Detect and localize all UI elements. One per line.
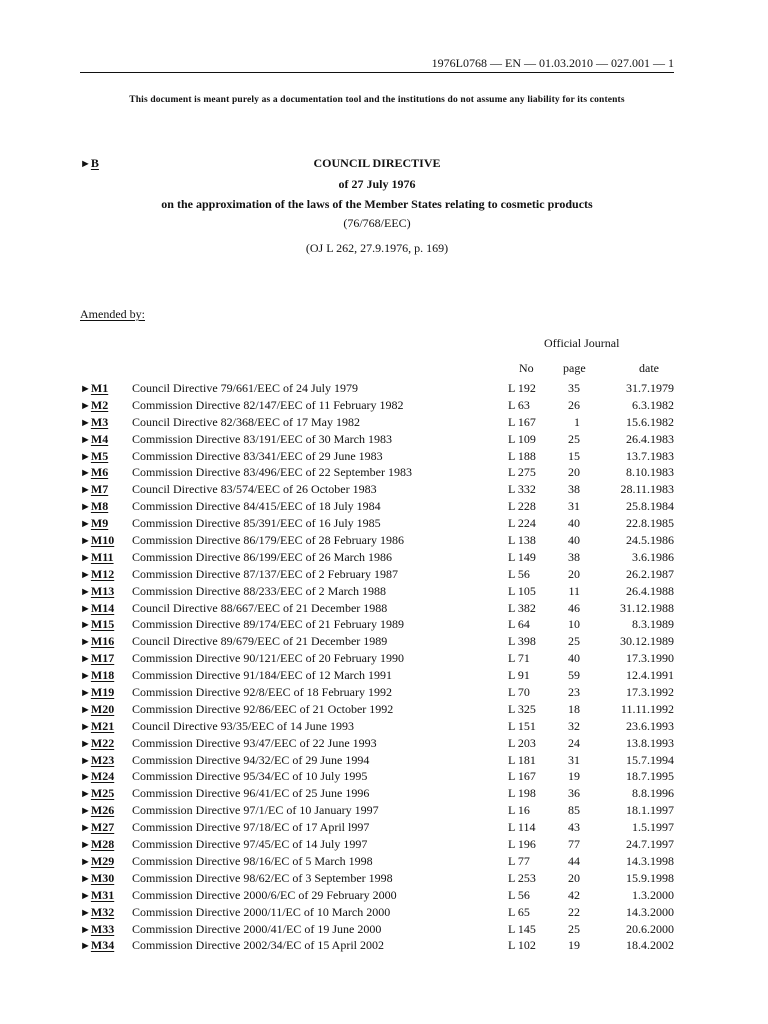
amendment-description: Commission Directive 93/47/EEC of 22 June 1993 [132, 735, 377, 750]
oj-page: 44 [568, 853, 580, 868]
arrow-right-icon: ► [80, 484, 91, 497]
document-reference: 1976L0768 — EN — 01.03.2010 — 027.001 — 1 [431, 56, 674, 70]
amendment-code-link[interactable]: M11 [90, 549, 114, 564]
oj-page: 19 [568, 938, 580, 953]
amendment-marker[interactable] [80, 819, 114, 837]
amendment-marker[interactable] [80, 802, 114, 820]
amendment-code-link[interactable]: M5 [90, 448, 109, 463]
table-row [0, 464, 768, 481]
oj-number: L 71 [508, 651, 530, 666]
amendment-marker[interactable] [80, 667, 114, 685]
table-row [0, 887, 768, 904]
oj-date: 20.6.2000 [626, 921, 674, 936]
oj-date: 24.7.1997 [626, 837, 674, 852]
table-row [0, 650, 768, 667]
amendment-marker[interactable] [80, 481, 108, 499]
table-row [0, 566, 768, 583]
table-row [0, 431, 768, 448]
amendment-description: Council Directive 93/35/EEC of 14 June 1993 [132, 718, 354, 733]
oj-page: 59 [568, 668, 580, 683]
amendment-description: Council Directive 88/667/EEC of 21 December 1988 [132, 600, 388, 615]
oj-number: L 64 [508, 617, 530, 632]
oj-page: 20 [568, 465, 580, 480]
oj-number: L 228 [508, 499, 536, 514]
arrow-right-icon: ► [80, 416, 91, 429]
arrow-right-icon: ► [80, 889, 91, 902]
directive-subject: on the approximation of the laws of the Member States relating to cosmetic products [161, 197, 593, 211]
amendment-description: Commission Directive 2000/6/EC of 29 February 2000 [132, 887, 397, 902]
arrow-right-icon: ► [80, 518, 91, 531]
oj-number: L 167 [508, 414, 536, 429]
amendment-marker[interactable] [80, 532, 114, 550]
oj-number: L 109 [508, 431, 536, 446]
oj-page: 1 [574, 414, 580, 429]
table-row [0, 414, 768, 431]
amendment-description: Council Directive 82/368/EEC of 17 May 1982 [132, 414, 360, 429]
oj-page: 22 [568, 904, 580, 919]
oj-number: L 382 [508, 600, 536, 615]
amendment-code-link[interactable]: M7 [90, 482, 109, 497]
oj-date: 26.4.1983 [626, 431, 674, 446]
oj-date: 1.3.2000 [632, 887, 674, 902]
oj-date: 18.1.1997 [626, 803, 674, 818]
oj-number: L 224 [508, 516, 536, 531]
amendment-code-link[interactable]: M15 [90, 617, 115, 632]
amendment-description: Commission Directive 2000/11/EC of 10 March 2000 [132, 904, 391, 919]
amendment-code-link[interactable]: M26 [90, 803, 115, 818]
amendment-marker[interactable] [80, 583, 114, 601]
oj-page: 40 [568, 533, 580, 548]
amendment-description: Council Directive 79/661/EEC of 24 July 1979 [132, 381, 358, 395]
amendment-marker[interactable] [80, 870, 114, 888]
oj-number: L 114 [508, 820, 536, 835]
oj-date: 22.8.1985 [626, 516, 674, 531]
header-divider [80, 72, 674, 73]
oj-number: L 192 [508, 381, 536, 395]
base-act-link[interactable]: B [90, 156, 99, 170]
amendment-description: Commission Directive 90/121/EEC of 20 February 1990 [132, 651, 404, 666]
oj-date: 1.5.1997 [632, 820, 674, 835]
oj-page: 32 [568, 718, 580, 733]
amendment-marker[interactable] [80, 785, 114, 803]
arrow-right-icon: ► [80, 653, 91, 666]
arrow-right-icon: ► [80, 433, 91, 446]
arrow-right-icon: ► [80, 703, 91, 716]
amendment-description: Commission Directive 98/16/EC of 5 March 1998 [132, 853, 373, 868]
amendment-description: Commission Directive 86/199/EEC of 26 March 1986 [132, 549, 392, 564]
table-row [0, 515, 768, 532]
amendment-code-link[interactable]: M32 [90, 904, 115, 919]
oj-date: 18.7.1995 [626, 769, 674, 784]
oj-page: 42 [568, 887, 580, 902]
oj-page: 19 [568, 769, 580, 784]
amendment-description: Commission Directive 92/8/EEC of 18 February 1992 [132, 685, 392, 700]
oj-number: L 196 [508, 837, 536, 852]
oj-date: 8.10.1983 [626, 465, 674, 480]
amendment-code-link[interactable]: M4 [90, 431, 109, 446]
arrow-right-icon: ► [80, 771, 91, 784]
oj-date: 31.12.1988 [620, 600, 674, 615]
amendment-code-link[interactable]: M28 [90, 837, 115, 852]
oj-date: 17.3.1992 [626, 685, 674, 700]
oj-page: 23 [568, 685, 580, 700]
amendment-marker[interactable] [80, 752, 114, 770]
oj-number: L 188 [508, 448, 536, 463]
amendment-marker[interactable] [80, 735, 114, 753]
oj-date: 24.5.1986 [626, 533, 674, 548]
oj-date: 6.3.1982 [632, 397, 674, 412]
amendment-description: Commission Directive 97/1/EC of 10 January 1997 [132, 803, 379, 818]
oj-number: L 167 [508, 769, 536, 784]
table-row [0, 853, 768, 870]
table-row [0, 921, 768, 938]
arrow-right-icon: ► [80, 450, 91, 463]
arrow-right-icon: ► [80, 839, 91, 852]
amendment-marker[interactable] [80, 921, 114, 939]
oj-number: L 105 [508, 583, 536, 598]
arrow-right-icon: ► [80, 602, 91, 615]
oj-page: 26 [568, 397, 580, 412]
amendment-description: Commission Directive 94/32/EC of 29 June 1994 [132, 752, 370, 767]
oj-page: 15 [568, 448, 580, 463]
table-row [0, 633, 768, 650]
oj-date: 13.7.1983 [626, 448, 674, 463]
amendment-description: Commission Directive 91/184/EEC of 12 March 1991 [132, 668, 392, 683]
arrow-right-icon: ► [80, 636, 91, 649]
amendment-marker[interactable] [80, 397, 108, 415]
amendment-description: Commission Directive 2000/41/EC of 19 June 2000 [132, 921, 382, 936]
oj-date: 26.2.1987 [626, 566, 674, 581]
arrow-right-icon: ► [80, 872, 91, 885]
directive-number: (76/768/EEC) [343, 216, 411, 230]
oj-page: 38 [568, 482, 580, 497]
amendment-marker[interactable] [80, 616, 114, 634]
amendment-code-link[interactable]: M31 [90, 887, 115, 902]
oj-number: L 145 [508, 921, 536, 936]
table-row [0, 785, 768, 802]
amendment-code-link[interactable]: M10 [90, 533, 115, 548]
arrow-right-icon: ► [80, 535, 91, 548]
arrow-right-icon: ► [80, 720, 91, 733]
oj-date: 11.11.1992 [620, 701, 674, 716]
arrow-right-icon: ► [80, 399, 91, 412]
disclaimer: This document is meant purely as a documentation tool and the institutions do not assume any liability for its contents [129, 95, 625, 105]
oj-date: 3.6.1986 [632, 549, 674, 564]
oj-date: 14.3.2000 [626, 904, 674, 919]
amendment-code-link[interactable]: M12 [90, 566, 115, 581]
amendment-code-link[interactable]: M14 [90, 600, 115, 615]
amendment-marker[interactable] [80, 431, 108, 449]
table-row [0, 836, 768, 853]
amendment-marker[interactable] [80, 650, 114, 668]
amendment-marker[interactable] [80, 633, 114, 651]
column-header-page: page [563, 361, 586, 375]
amendment-description: Commission Directive 92/86/EEC of 21 October 1992 [132, 701, 394, 716]
amendment-code-link[interactable]: M17 [90, 651, 115, 666]
arrow-right-icon: ► [80, 670, 91, 683]
amendment-code-link[interactable]: M13 [90, 583, 115, 598]
oj-page: 31 [568, 752, 580, 767]
amendment-description: Commission Directive 98/62/EC of 3 September 1998 [132, 870, 393, 885]
table-row [0, 819, 768, 836]
table-row [0, 397, 768, 414]
amendments-table [0, 380, 768, 954]
table-row [0, 802, 768, 819]
oj-date: 12.4.1991 [626, 668, 674, 683]
amendment-description: Commission Directive 88/233/EEC of 2 March 1988 [132, 583, 386, 598]
arrow-right-icon: ► [80, 501, 91, 514]
amendment-code-link[interactable]: M29 [90, 853, 115, 868]
arrow-right-icon: ► [80, 940, 91, 953]
amendment-description: Commission Directive 83/496/EEC of 22 September 1983 [132, 465, 412, 480]
oj-number: L 16 [508, 803, 530, 818]
amendment-marker[interactable] [80, 549, 114, 567]
oj-page: 10 [568, 617, 580, 632]
directive-date: of 27 July 1976 [338, 177, 416, 191]
amendment-code-link[interactable]: M23 [90, 752, 115, 767]
oj-date: 13.8.1993 [626, 735, 674, 750]
table-row [0, 768, 768, 785]
amendment-marker[interactable] [80, 464, 108, 482]
amendment-description: Commission Directive 83/341/EEC of 29 June 1983 [132, 448, 383, 463]
amendment-code-link[interactable]: M30 [90, 870, 115, 885]
amendment-marker[interactable] [80, 836, 114, 854]
official-journal-header: Official Journal [544, 336, 620, 350]
arrow-right-icon: ► [80, 788, 91, 801]
oj-number: L 70 [508, 685, 530, 700]
amendment-description: Commission Directive 87/137/EEC of 2 February 1987 [132, 566, 398, 581]
amendment-code-link[interactable]: M27 [90, 820, 115, 835]
arrow-right-icon: ► [80, 906, 91, 919]
amendment-code-link[interactable]: M16 [90, 634, 115, 649]
arrow-right-icon: ► [80, 855, 91, 868]
amendment-marker[interactable] [80, 684, 114, 702]
amendment-marker[interactable] [80, 701, 114, 719]
table-row [0, 481, 768, 498]
oj-date: 28.11.1983 [620, 482, 674, 497]
table-row [0, 752, 768, 769]
amendment-code-link[interactable]: M1 [90, 381, 109, 395]
oj-date: 15.6.1982 [626, 414, 674, 429]
table-row [0, 684, 768, 701]
amendment-marker[interactable] [80, 566, 114, 584]
arrow-right-icon: ► [80, 158, 91, 170]
arrow-right-icon: ► [80, 737, 91, 750]
amendment-marker[interactable] [80, 904, 114, 922]
oj-number: L 198 [508, 786, 536, 801]
oj-page: 36 [568, 786, 580, 801]
amendment-marker[interactable] [80, 498, 108, 516]
table-row [0, 718, 768, 735]
oj-page: 31 [568, 499, 580, 514]
oj-date: 18.4.2002 [626, 938, 674, 953]
oj-page: 38 [568, 549, 580, 564]
table-row [0, 616, 768, 633]
amendment-code-link[interactable]: M18 [90, 668, 115, 683]
oj-date: 15.9.1998 [626, 870, 674, 885]
amendment-description: Commission Directive 84/415/EEC of 18 July 1984 [132, 499, 381, 514]
oj-page: 24 [568, 735, 580, 750]
oj-date: 8.8.1996 [632, 786, 674, 801]
arrow-right-icon: ► [80, 467, 91, 480]
oj-number: L 203 [508, 735, 536, 750]
table-row [0, 667, 768, 684]
amendment-code-link[interactable]: M22 [90, 735, 115, 750]
arrow-right-icon: ► [80, 585, 91, 598]
amendment-code-link[interactable]: M6 [90, 465, 109, 480]
oj-number: L 398 [508, 634, 536, 649]
amendment-code-link[interactable]: M19 [90, 685, 115, 700]
arrow-right-icon: ► [80, 923, 91, 936]
oj-number: L 63 [508, 397, 530, 412]
oj-page: 20 [568, 566, 580, 581]
oj-page: 25 [568, 921, 580, 936]
table-row [0, 600, 768, 617]
oj-page: 40 [568, 516, 580, 531]
amendment-description: Commission Directive 86/179/EEC of 28 February 1986 [132, 533, 404, 548]
amendment-description: Commission Directive 97/45/EC of 14 July 1997 [132, 837, 368, 852]
amendment-description: Commission Directive 82/147/EEC of 11 February 1982 [132, 397, 404, 412]
arrow-right-icon: ► [80, 687, 91, 700]
table-row [0, 380, 768, 397]
table-row [0, 498, 768, 515]
amendment-marker[interactable] [80, 853, 114, 871]
oj-page: 46 [568, 600, 580, 615]
oj-date: 8.3.1989 [632, 617, 674, 632]
oj-number: L 253 [508, 870, 536, 885]
amendment-description: Commission Directive 96/41/EC of 25 June 1996 [132, 786, 370, 801]
oj-page: 25 [568, 634, 580, 649]
arrow-right-icon: ► [80, 551, 91, 564]
oj-page: 43 [568, 820, 580, 835]
amendment-marker[interactable] [80, 718, 114, 736]
oj-number: L 65 [508, 904, 530, 919]
amendment-code-link[interactable]: M25 [90, 786, 115, 801]
amendment-marker[interactable] [80, 380, 108, 398]
amendment-description: Council Directive 83/574/EEC of 26 October 1983 [132, 482, 377, 497]
oj-page: 35 [568, 381, 580, 395]
official-journal-reference: (OJ L 262, 27.9.1976, p. 169) [305, 241, 449, 255]
table-row [0, 532, 768, 549]
amendment-description: Commission Directive 95/34/EC of 10 July 1995 [132, 769, 368, 784]
table-row [0, 735, 768, 752]
oj-page: 25 [568, 431, 580, 446]
amendment-code-link[interactable]: M8 [90, 499, 109, 514]
oj-date: 31.7.1979 [626, 381, 674, 395]
oj-number: L 102 [508, 938, 536, 953]
oj-date: 25.8.1984 [626, 499, 674, 514]
amendment-description: Commission Directive 83/191/EEC of 30 March 1983 [132, 431, 392, 446]
oj-date: 26.4.1988 [626, 583, 674, 598]
table-row [0, 870, 768, 887]
oj-number: L 56 [508, 566, 530, 581]
amended-by-label: Amended by: [80, 307, 145, 321]
arrow-right-icon: ► [80, 805, 91, 818]
oj-number: L 325 [508, 701, 536, 716]
oj-number: L 275 [508, 465, 536, 480]
amendment-marker[interactable] [80, 937, 114, 955]
oj-number: L 181 [508, 752, 536, 767]
amendment-description: Commission Directive 85/391/EEC of 16 July 1985 [132, 516, 381, 531]
arrow-right-icon: ► [80, 383, 91, 395]
amendment-description: Council Directive 89/679/EEC of 21 December 1989 [132, 634, 388, 649]
oj-page: 11 [568, 583, 580, 598]
amendment-code-link[interactable]: M3 [90, 414, 109, 429]
amendment-marker[interactable] [80, 600, 114, 618]
table-row [0, 583, 768, 600]
table-row [0, 937, 768, 954]
amendment-marker[interactable] [80, 768, 114, 786]
amendment-marker[interactable] [80, 414, 108, 432]
oj-number: L 77 [508, 853, 530, 868]
arrow-right-icon: ► [80, 822, 91, 835]
table-row [0, 904, 768, 921]
oj-page: 18 [568, 701, 580, 716]
table-row [0, 701, 768, 718]
amendment-code-link[interactable]: M24 [90, 769, 115, 784]
oj-page: 77 [568, 837, 580, 852]
amendment-code-link[interactable]: M34 [90, 938, 115, 953]
amendment-code-link[interactable]: M20 [90, 701, 115, 716]
table-row [0, 448, 768, 465]
oj-number: L 149 [508, 549, 536, 564]
amendment-marker[interactable] [80, 515, 108, 533]
oj-date: 23.6.1993 [626, 718, 674, 733]
oj-number: L 151 [508, 718, 536, 733]
amendment-code-link[interactable]: M2 [90, 397, 109, 412]
amendment-description: Commission Directive 97/18/EC of 17 April l997 [132, 820, 370, 835]
arrow-right-icon: ► [80, 754, 91, 767]
oj-date: 30.12.1989 [620, 634, 674, 649]
column-header-no: No [519, 361, 534, 375]
column-header-date: date [639, 361, 659, 375]
oj-page: 20 [568, 870, 580, 885]
oj-date: 17.3.1990 [626, 651, 674, 666]
oj-date: 14.3.1998 [626, 853, 674, 868]
oj-date: 15.7.1994 [626, 752, 674, 767]
amendment-description: Commission Directive 89/174/EEC of 21 February 1989 [132, 617, 404, 632]
oj-page: 85 [568, 803, 580, 818]
amendment-code-link[interactable]: M33 [90, 921, 115, 936]
amendment-marker[interactable] [80, 887, 114, 905]
oj-number: L 138 [508, 533, 536, 548]
amendment-description: Commission Directive 2002/34/EC of 15 April 2002 [132, 938, 384, 953]
amendment-code-link[interactable]: M21 [90, 718, 115, 733]
directive-title: COUNCIL DIRECTIVE [313, 156, 441, 170]
oj-number: L 91 [508, 668, 530, 683]
oj-number: L 56 [508, 887, 530, 902]
amendment-marker[interactable] [80, 448, 108, 466]
amendment-code-link[interactable]: M9 [90, 516, 109, 531]
oj-page: 40 [568, 651, 580, 666]
oj-number: L 332 [508, 482, 536, 497]
arrow-right-icon: ► [80, 619, 91, 632]
table-row [0, 549, 768, 566]
arrow-right-icon: ► [80, 568, 91, 581]
